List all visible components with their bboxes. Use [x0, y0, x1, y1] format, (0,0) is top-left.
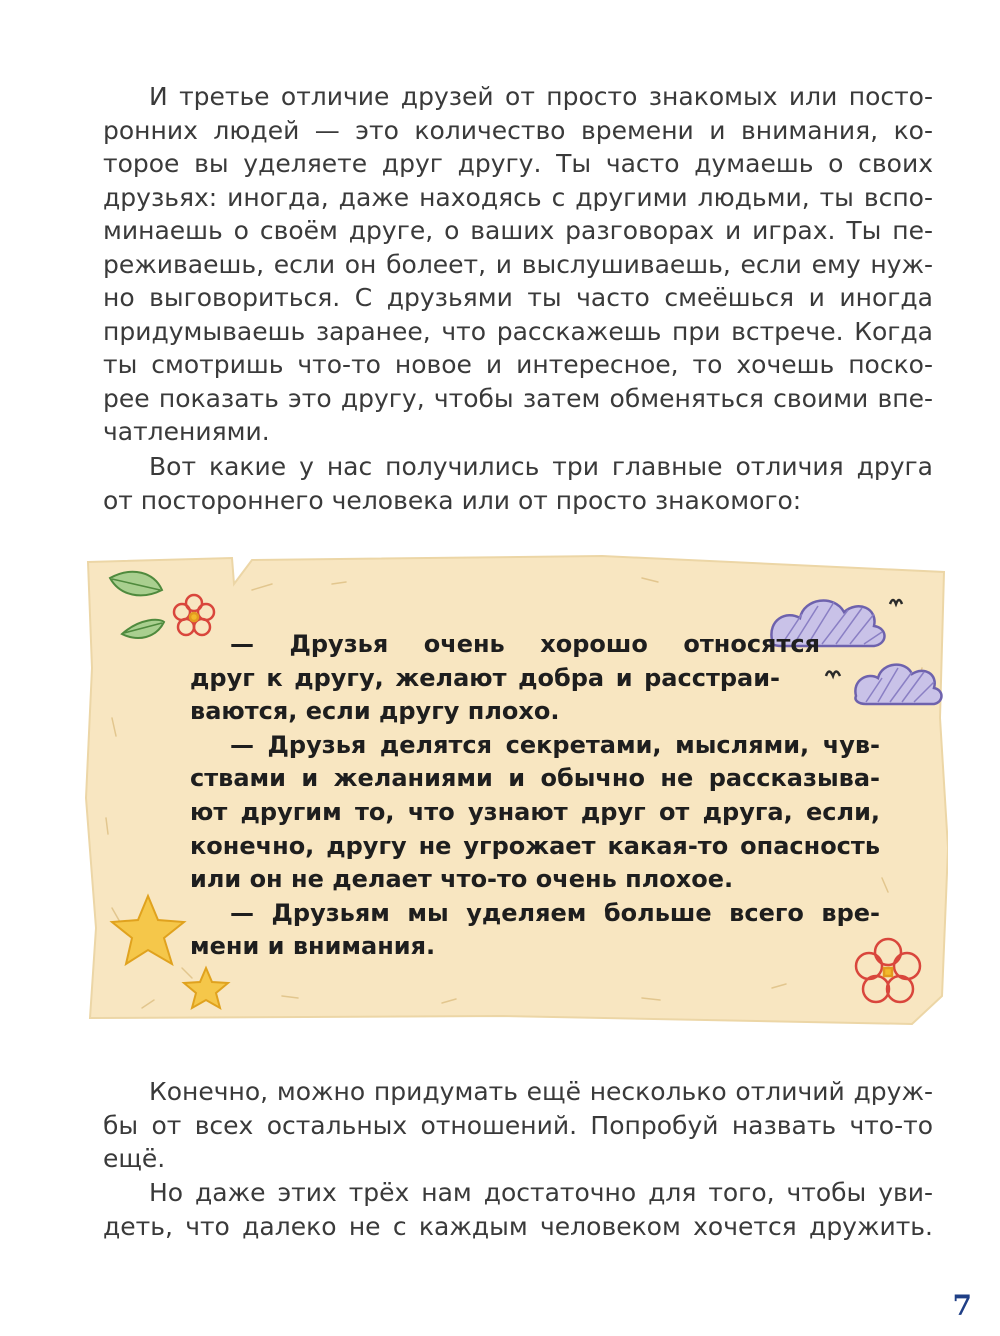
card-line: ствами и желаниями и обычно не рассказыва- — [190, 764, 880, 793]
text-line: друзьях: иногда, даже находясь с другими людьми, ты вспо- — [103, 182, 933, 212]
card-line: мени и внимания. — [190, 932, 436, 961]
card-line: или он не делает что-то очень плохое. — [190, 865, 734, 894]
paragraph-friend-time — [103, 80, 933, 449]
text-line: Но даже этих трёх нам достаточно для того, чтобы уви- — [149, 1178, 933, 1207]
text-line: деть, что далеко не с каждым человеком хочется дружить. — [103, 1211, 933, 1241]
text-line: бы от всех остальных отношений. Попробуй назвать что-то — [103, 1110, 933, 1140]
text-line: но выговориться. С друзьями ты часто смеёшься и иногда — [103, 283, 933, 312]
card-line: ваются, если другу плохо. — [190, 697, 560, 726]
card-line: конечно, другу не угрожает какая-то опасность — [190, 831, 880, 860]
paragraph-summary-intro — [103, 450, 933, 517]
card-line: — Друзья очень хорошо относятся — [230, 630, 820, 658]
text-line: Вот какие у нас получились три главные отличия друга — [149, 452, 933, 481]
text-line: ронних людей — это количество времени и внимания, ко- — [103, 115, 933, 145]
card-line: ют другим то, что узнают друг от друга, если, — [190, 797, 880, 826]
text-line: И третье отличие друзей от просто знакомых или посто- — [149, 82, 933, 111]
text-line: реживаешь, если он болеет, и выслушиваешь, если ему нуж- — [103, 249, 933, 279]
text-line: торое вы уделяете друг другу. Ты часто думаешь о своих — [103, 149, 933, 178]
card-line: друг к другу, желают добра и расстраи- — [190, 663, 780, 692]
friendship-differences-list — [190, 628, 880, 964]
paragraph-conclusion — [103, 1176, 933, 1243]
paragraph-more-differences — [103, 1075, 933, 1176]
text-line: ты смотришь что-то новое и интересное, то хочешь поско- — [103, 350, 933, 379]
text-line: придумываешь заранее, что расскажешь при встрече. Когда — [103, 316, 933, 346]
text-line: минаешь о своём друге, о ваших разговорах и играх. Ты пе- — [103, 216, 933, 245]
card-line: — Друзьям мы уделяем больше всего вре- — [230, 898, 880, 927]
card-line: — Друзья делятся секретами, мыслями, чув- — [230, 730, 880, 759]
text-line: рее показать это другу, чтобы затем обменяться своими впе- — [103, 383, 933, 413]
text-line: Конечно, можно придумать ещё несколько отличий друж- — [149, 1077, 933, 1106]
text-line: ещё. — [103, 1144, 166, 1173]
text-line: от постороннего человека или от просто знакомого: — [103, 485, 802, 515]
text-line: чатлениями. — [103, 417, 270, 446]
page-number: 7 — [952, 1289, 972, 1322]
